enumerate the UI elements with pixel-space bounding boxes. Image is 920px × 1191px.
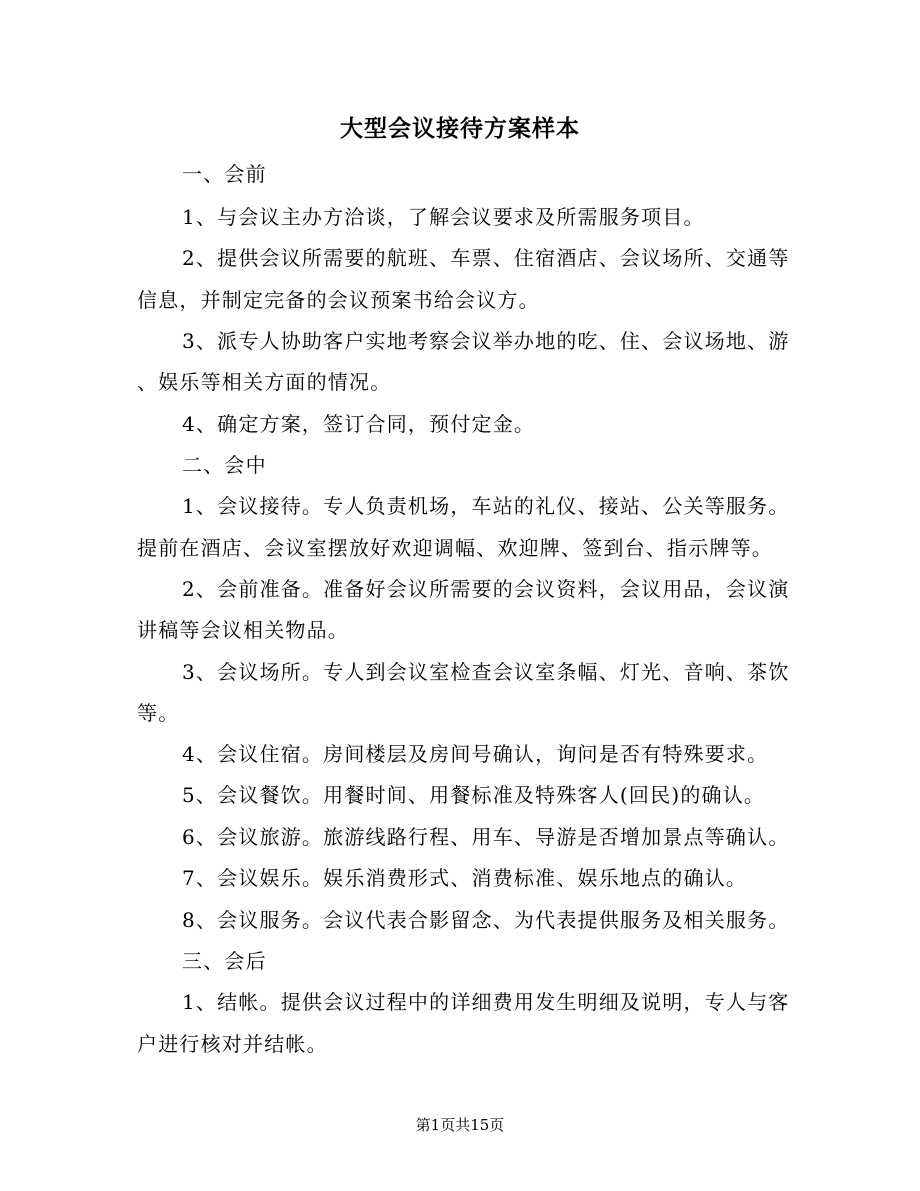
paragraph-line: 7、会议娱乐。娱乐消费形式、消费标准、娱乐地点的确认。 — [182, 866, 748, 890]
paragraph-line: 、娱乐等相关方面的情况。 — [137, 370, 392, 394]
paragraph-line: 4、会议住宿。房间楼层及房间号确认，询问是否有特殊要求。 — [182, 742, 769, 766]
paragraph-line: 2、提供会议所需要的航班、车票、住宿酒店、会议场所、交通等 — [182, 246, 790, 270]
document-title: 大型会议接待方案样本 — [340, 115, 580, 142]
paragraph-line: 户进行核对并结帐。 — [137, 1032, 328, 1056]
paragraph-line: 3、会议场所。专人到会议室检查会议室条幅、灯光、音响、茶饮 — [182, 660, 790, 684]
paragraph-line: 1、结帐。提供会议过程中的详细费用发生明细及说明，专人与客 — [182, 990, 790, 1014]
paragraph-line: 3、派专人协助客户实地考察会议举办地的吃、住、会议场地、游 — [182, 329, 790, 353]
section-heading: 二、会中 — [182, 453, 267, 477]
paragraph-line: 提前在酒店、会议室摆放好欢迎调幅、欢迎牌、签到台、指示牌等。 — [137, 536, 773, 560]
paragraph-line: 1、与会议主办方洽谈，了解会议要求及所需服务项目。 — [182, 205, 705, 229]
paragraph-line: 2、会前准备。准备好会议所需要的会议资料，会议用品，会议演 — [182, 577, 790, 601]
paragraph-line: 4、确定方案，签订合同，预付定金。 — [182, 412, 536, 436]
paragraph-line: 信息，并制定完备的会议预案书给会议方。 — [137, 288, 540, 312]
paragraph-line: 8、会议服务。会议代表合影留念、为代表提供服务及相关服务。 — [182, 908, 790, 932]
paragraph-line: 5、会议餐饮。用餐时间、用餐标准及特殊客人(回民)的确认。 — [182, 783, 766, 807]
section-heading: 三、会后 — [182, 949, 267, 973]
paragraph-line: 等。 — [137, 701, 180, 725]
paragraph-line: 6、会议旅游。旅游线路行程、用车、导游是否增加景点等确认。 — [182, 825, 790, 849]
page-number-footer: 第1页共15页 — [415, 1116, 505, 1134]
paragraph-line: 1、会议接待。专人负责机场，车站的礼仪、接站、公关等服务。 — [182, 494, 790, 518]
paragraph-line: 讲稿等会议相关物品。 — [137, 618, 349, 642]
section-heading: 一、会前 — [182, 162, 267, 186]
